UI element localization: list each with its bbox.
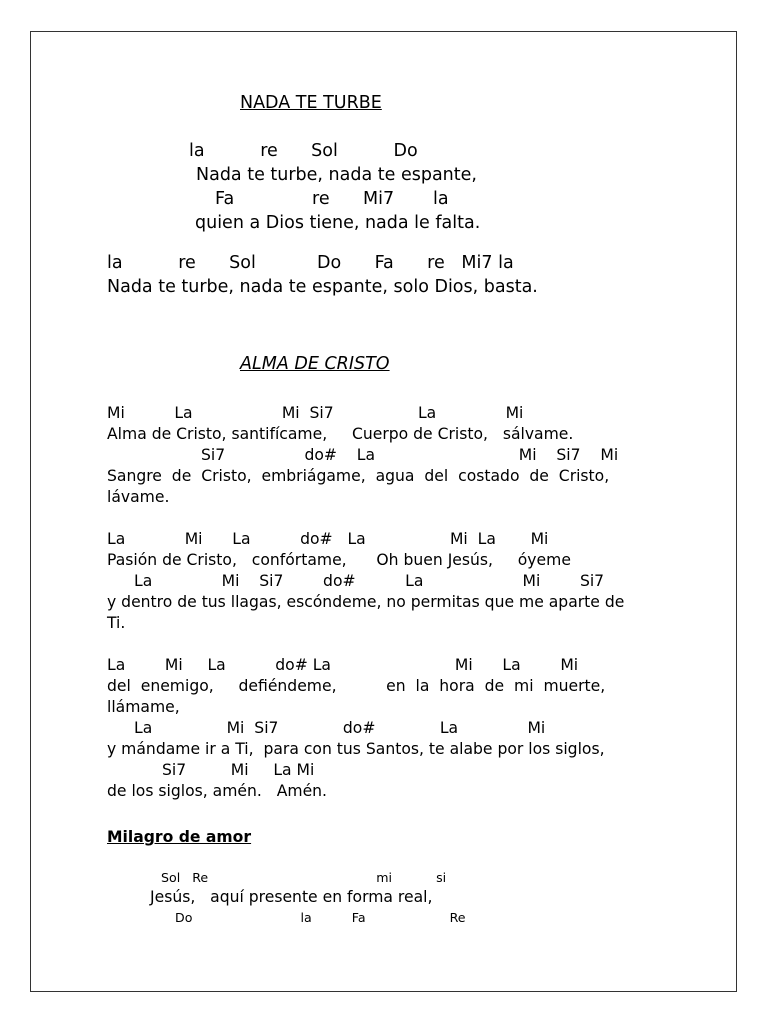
chord-line: Fa re Mi7 la	[215, 189, 449, 209]
chord-line: Do la Fa Re	[175, 910, 466, 925]
lyric-line: Jesús, aquí presente en forma real,	[150, 888, 433, 906]
lyric-line: Ti.	[107, 614, 126, 632]
lyric-line: llámame,	[107, 698, 180, 716]
chord-line: La Mi Si7 do# La Mi Si7	[134, 572, 605, 590]
lyric-line: lávame.	[107, 488, 170, 506]
chord-line: La Mi La do# La Mi La Mi	[107, 656, 579, 674]
chord-line: La Mi Si7 do# La Mi	[134, 719, 546, 737]
song-title-milagro-de-amor: Milagro de amor	[107, 828, 252, 846]
chord-line: Si7 do# La Mi Si7 Mi	[201, 446, 619, 464]
lyric-line: del enemigo, defiéndeme, en la hora de mi muerte,	[107, 677, 606, 695]
lyric-line: quien a Dios tiene, nada le falta.	[195, 213, 481, 233]
chord-line: La Mi La do# La Mi La Mi	[107, 530, 549, 548]
lyric-line: y mándame ir a Ti, para con tus Santos, te alabe por los siglos,	[107, 740, 605, 758]
chord-line: Si7 Mi La Mi	[162, 761, 315, 779]
lyric-line: Alma de Cristo, santifícame, Cuerpo de Cristo, sálvame.	[107, 425, 574, 443]
lyric-line: y dentro de tus llagas, escóndeme, no permitas que me aparte de	[107, 593, 625, 611]
song-title-nada-te-turbe: NADA TE TURBE	[240, 93, 382, 113]
lyric-line: Nada te turbe, nada te espante, solo Dios, basta.	[107, 277, 538, 297]
chord-line: Sol Re mi si	[161, 870, 447, 885]
song-title-alma-de-cristo: ALMA DE CRISTO	[240, 354, 390, 374]
chord-line: la re Sol Do Fa re Mi7 la	[107, 253, 514, 273]
chord-line: la re Sol Do	[189, 141, 418, 161]
lyric-line: Sangre de Cristo, embriágame, agua del costado de Cristo,	[107, 467, 610, 485]
lyric-line: Pasión de Cristo, confórtame, Oh buen Jesús, óyeme	[107, 551, 571, 569]
lyric-line: Nada te turbe, nada te espante,	[196, 165, 477, 185]
chord-line: Mi La Mi Si7 La Mi	[107, 404, 524, 422]
lyric-line: de los siglos, amén. Amén.	[107, 782, 328, 800]
